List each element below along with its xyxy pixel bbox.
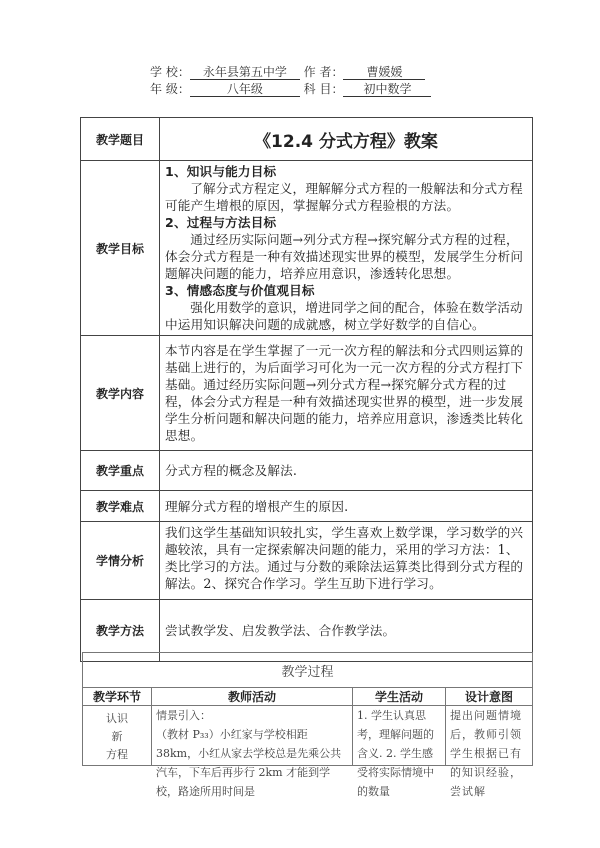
column-header: 设计意图: [446, 688, 533, 706]
stage-line: 认识: [106, 712, 128, 725]
goals-label: 教学目标: [81, 161, 160, 336]
goal-text: 强化用数学的意识，增进同学之间的配合，体验在数学活动中运用知识解决问题的成就感，树立学好数学的自信心。: [165, 300, 523, 332]
student-text: 1. 学生认真思考，理解问题的含义. 2. 学生感受将实际情境中的数量: [357, 709, 434, 798]
column-header: 教师活动: [152, 688, 353, 706]
header-row-1: [150, 63, 425, 80]
analysis-text: 我们这学生基础知识较扎实，学生喜欢上数学课，学习数学的兴趣较浓，具有一定探索解决问题的能力，采用的学习方法：1、类比学习的方法。通过与分数的乘除法运算类比得到分式方程的解法。2、探究合作学习。学生互助下进行学习。: [160, 522, 533, 600]
content-label: 教学内容: [81, 336, 160, 451]
key-label: 教学重点: [81, 451, 160, 491]
teacher-text: （教材 P₃₃）小红家与学校相距 38km，小红从家去学校总是先乘公共汽车，下车后再步行 2km 才能到学校，路途所用时间是: [156, 728, 342, 798]
grade-value: 八年级: [190, 82, 300, 97]
column-header: 学生活动: [353, 688, 446, 706]
key-row: [81, 451, 533, 491]
process-header-row: [83, 688, 533, 706]
lesson-plan-table: [80, 117, 533, 662]
process-table: [82, 652, 533, 798]
column-header: 教学环节: [83, 688, 152, 706]
content-row: [81, 336, 533, 451]
goal-text: 了解分式方程定义，理解解分式方程的一般解法和分式方程可能产生增根的原因，掌握解分式方程验根的方法。: [165, 181, 523, 213]
goal-heading: 1、知识与能力目标: [165, 164, 277, 179]
intent-text: 提出问题情境后，教师引领学生根据已有的知识经验，尝试解: [450, 709, 522, 798]
goals-row: [81, 161, 533, 336]
difficulty-text: 理解分式方程的增根产生的原因.: [160, 491, 533, 522]
process-title: 教学过程: [83, 653, 533, 688]
goal-heading: 2、过程与方法目标: [165, 215, 277, 230]
teacher-intro: 情景引入：: [156, 709, 211, 722]
goal-heading: 3、情感态度与价值观目标: [165, 283, 315, 298]
difficulty-row: [81, 491, 533, 522]
lesson-title: 《12.4 分式方程》教案: [160, 118, 533, 161]
student-cell: [353, 706, 446, 798]
subject-label: 科 目：: [303, 82, 344, 96]
topic-row: [81, 118, 533, 161]
stage-cell: [83, 706, 152, 766]
author-value: 曹媛媛: [343, 65, 425, 80]
grade-label: 年 级：: [150, 82, 190, 96]
topic-label: 教学题目: [81, 118, 160, 161]
intent-cell: [446, 706, 533, 798]
subject-value: 初中数学: [343, 82, 431, 97]
author-label: 作 者：: [303, 65, 344, 79]
analysis-row: [81, 522, 533, 600]
stage-line: 新: [111, 730, 123, 743]
teacher-cell: [152, 706, 353, 798]
school-value: 永年县第五中学: [190, 65, 300, 80]
method-label: 教学方法: [81, 600, 160, 662]
analysis-label: 学情分析: [81, 522, 160, 600]
header-row-2: [150, 80, 431, 97]
process-row: [83, 706, 533, 766]
key-text: 分式方程的概念及解法.: [160, 451, 533, 491]
stage-line: 方程: [106, 748, 128, 761]
difficulty-label: 教学难点: [81, 491, 160, 522]
content-text: 本节内容是在学生掌握了一元一次方程的解法和分式四则运算的基础上进行的，为后面学习可化为一元一次方程的分式方程打下基础。通过经历实际问题→列分式方程→探究解分式方程的过程，体会分式方程是一种有效描述现实世界的模型，进一步发展学生分析问题和解决问题的能力，培养应用意识，渗透类比转化思想。: [160, 336, 533, 451]
method-text: 尝试教学发、启发教学法、合作教学法。: [160, 600, 533, 662]
goal-text: 通过经历实际问题→列分式方程→探究解分式方程的过程，体会分式方程是一种有效描述现实世界的模型，发展学生分析问题解决问题的能力，培养应用意识，渗透转化思想。: [165, 232, 524, 281]
goals-cell: [160, 161, 533, 336]
school-label: 学 校：: [150, 65, 190, 79]
